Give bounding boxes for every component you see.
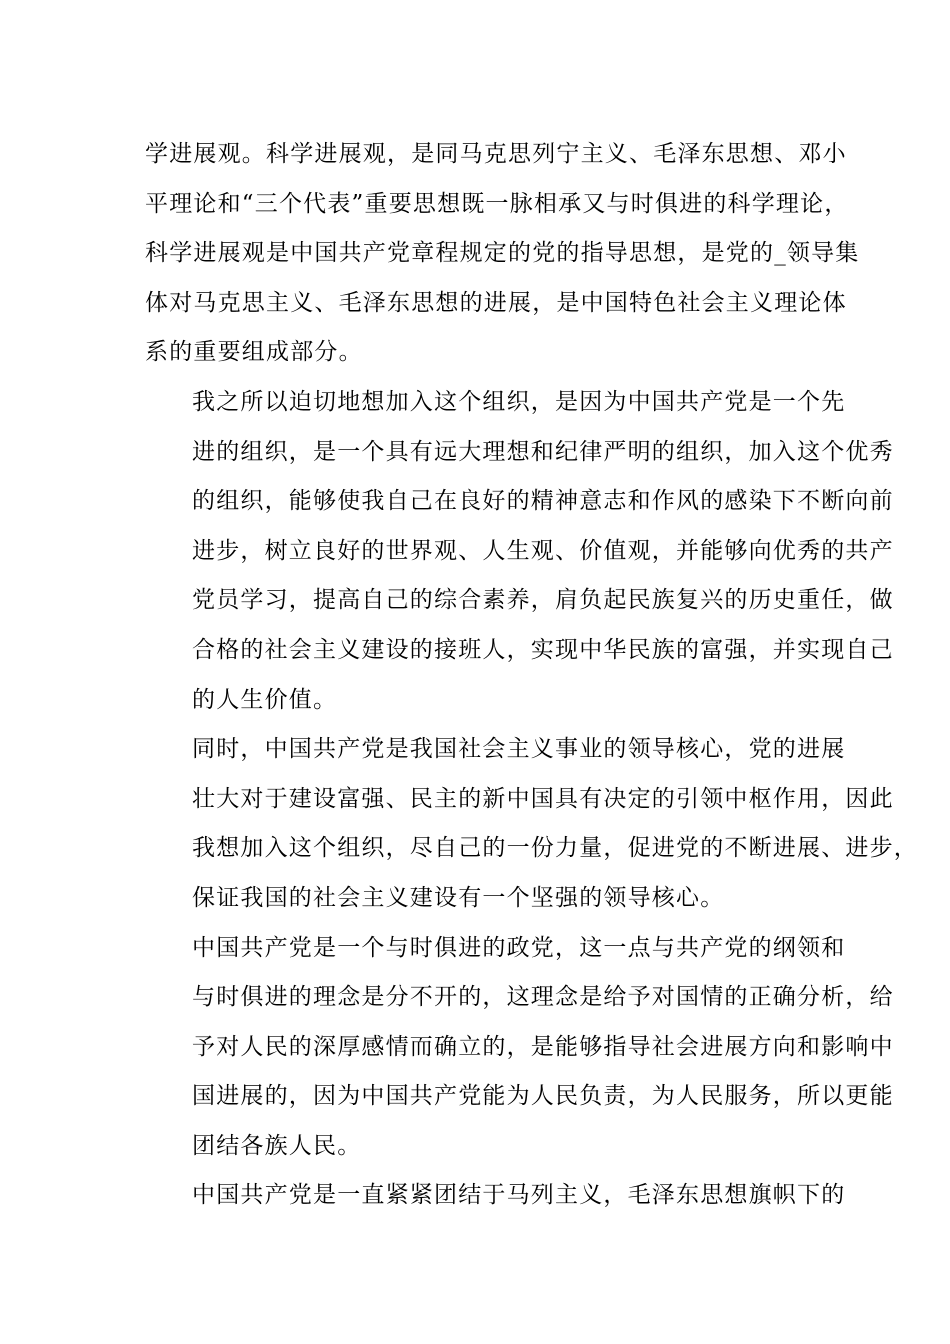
paragraph-3 — [145, 725, 918, 923]
paragraph-4 — [145, 924, 894, 1172]
text-line: 进的组织，是一个具有远大理想和纪律严明的组织，加入这个优秀 — [192, 438, 894, 465]
text-line: 中国共产党是一个与时俱进的政党，这一点与共产党的纲领和 — [192, 934, 846, 961]
text-line: 平理论和“三个代表”重要思想既一脉相承又与时俱进的科学理论， — [145, 190, 849, 217]
text-line: 学进展观。科学进展观，是同马克思列宁主义、毛泽东思想、邓小 — [145, 141, 847, 167]
text-line: 中国共产党是一直紧紧团结于马列主义，毛泽东思想旗帜下的 — [192, 1182, 846, 1209]
text-line: 予对人民的深厚感情而确立的，是能够指导社会进展方向和影响中 — [192, 1033, 894, 1060]
text-line: 国进展的，因为中国共产党能为人民负责，为人民服务，所以更能 — [192, 1083, 894, 1110]
text-line: 团结各族人民。 — [192, 1132, 362, 1159]
text-line: 壮大对于建设富强、民主的新中国具有决定的引领中枢作用，因此 — [192, 785, 894, 812]
text-line: 进步，树立良好的世界观、人生观、价值观，并能够向优秀的共产 — [192, 537, 894, 564]
text-line: 保证我国的社会主义建设有一个坚强的领导核心。 — [192, 884, 725, 911]
text-line: 科学进展观是中国共产党章程规定的党的指导思想，是党的_领导集 — [145, 240, 860, 267]
text-line: 我想加入这个组织，尽自己的一份力量，促进党的不断进展、进步， — [192, 835, 918, 862]
text-line: 同时，中国共产党是我国社会主义事业的领导核心，党的进展 — [192, 736, 846, 763]
text-line: 系的重要组成部分。 — [145, 339, 363, 366]
paragraph-2 — [145, 378, 894, 725]
text-line: 的组织，能够使我自己在良好的精神意志和作风的感染下不断向前 — [192, 488, 894, 515]
paragraph-5 — [145, 1171, 846, 1221]
text-line: 党员学习，提高自己的综合素养，肩负起民族复兴的历史重任，做 — [192, 587, 894, 614]
paragraph-1 — [145, 130, 860, 378]
text-line: 与时俱进的理念是分不开的，这理念是给予对国情的正确分析，给 — [192, 984, 894, 1011]
document-body — [145, 130, 918, 1221]
text-line: 合格的社会主义建设的接班人，实现中华民族的富强，并实现自己 — [192, 636, 894, 663]
text-line: 体对马克思主义、毛泽东思想的进展，是中国特色社会主义理论体 — [145, 289, 847, 316]
text-line: 我之所以迫切地想加入这个组织，是因为中国共产党是一个先 — [192, 388, 846, 415]
text-line: 的人生价值。 — [192, 686, 338, 713]
